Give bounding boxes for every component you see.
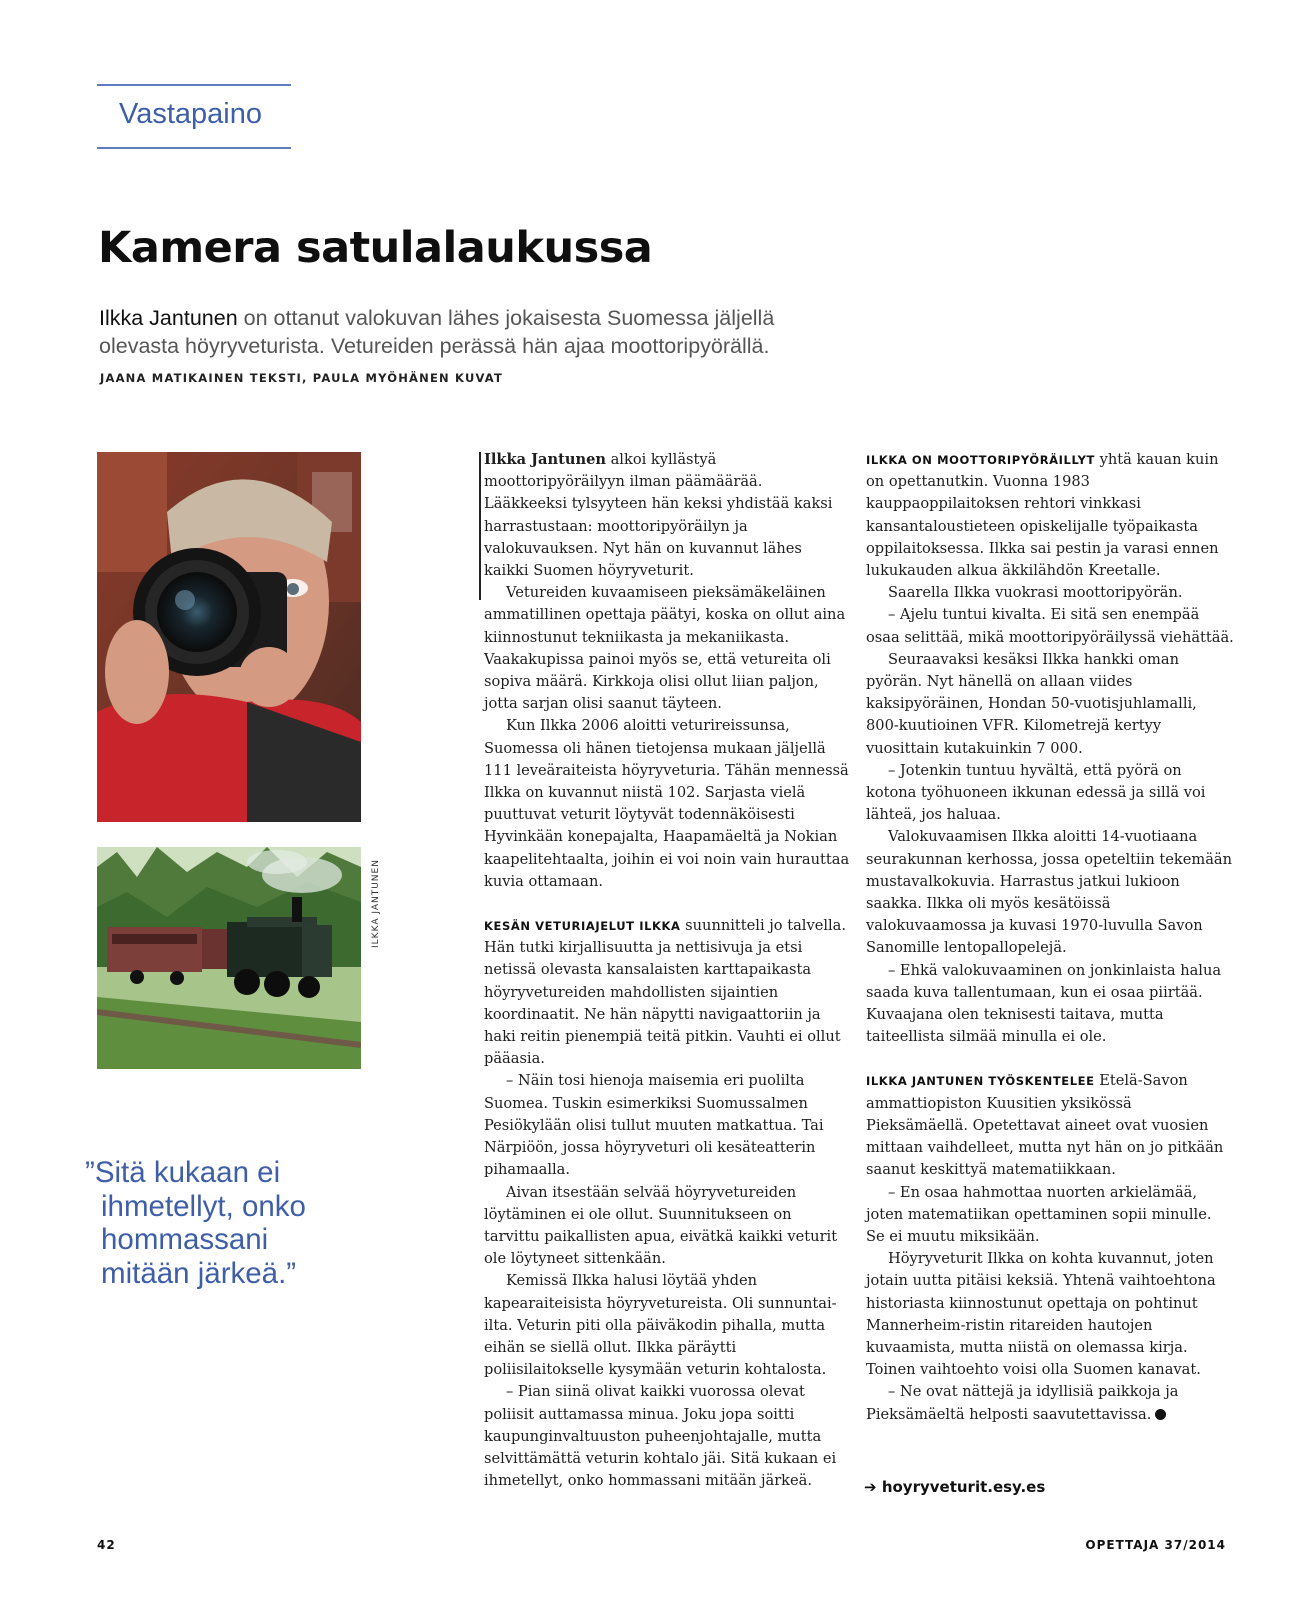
website-link[interactable] [864, 1478, 1045, 1496]
byline: JAANA MATIKAINEN TEKSTI, PAULA MYÖHÄNEN KUVAT [100, 371, 504, 385]
paragraph: Saarella Ilkka vuokrasi moottoripyörän. [888, 584, 1183, 602]
article-lead [99, 304, 839, 360]
page-number: 42 [97, 1538, 116, 1552]
website-link-text: hoyryveturit.esy.es [881, 1478, 1046, 1496]
paragraph: Vetureiden kuvaamiseen pieksämäkeläinen ammatillinen opettaja päätyi, koska on ollut aina kiinnostunut tekniikasta ja mekaniikasta. Vaakakupissa painoi myös se, että vetureita oli sopiva määrä. Kirkkoja olisi ollut liian paljon, jotta sarjan olisi saanut täyteen. [484, 584, 846, 713]
paragraph: ILKKA ON MOOTTORIPYÖRÄILLYT yhtä kauan kuin on opettanutkin. Vuonna 1983 kauppaoppilaitoksen rehtori vinkkasi kansantaloustieteen opiskelijalle työpaikasta oppilaitoksessa. Ilkka sai pestin ja varasi ennen lukukauden alkua äkkilähdön Kreetalle. [866, 451, 1219, 580]
run-in-heading: ILKKA ON MOOTTORIPYÖRÄILLYT [866, 453, 1095, 467]
article-title: Kamera satulalaukussa [98, 223, 653, 273]
section-rule-bottom [97, 147, 291, 149]
paragraph: Höyryveturit Ilkka on kohta kuvannut, joten jotain uutta pitäisi keksiä. Yhtenä vaihtoehtona historiasta kiinnostunut opettaja on pohtinut Mannerheim-ristin ritareiden hautojen kuvaamista, mutta niistä on olemassa kirja. Toinen vaihtoehto voisi olla Suomen kanavat. [866, 1250, 1216, 1379]
paragraph: – En osaa hahmottaa nuorten arkielämää, joten matematiikan opettaminen sopii minulle. Se ei muutu miksikään. [866, 1183, 1212, 1245]
paragraph: Ilkka Jantunen alkoi kyllästyä moottoripyöräilyyn ilman päämäärää. Lääkkeeksi tylsyyteen hän keksi yhdistää kaksi harrastustaan: moottoripyöräilyn ja valokuvauksen. Nyt hän on kuvannut lähes kaikki Suomen höyryveturit. [484, 451, 833, 580]
paragraph: – Ne ovat nättejä ja idyllisiä paikkoja ja Pieksämäeltä helposti saavutettavissa. [866, 1383, 1179, 1423]
paragraph: ILKKA JANTUNEN TYÖSKENTELEE Etelä-Savon ammattiopiston Kuusitien yksikössä Pieksämäellä. Opetettavat aineet ovat vuosien mittaan vaihdelleet, mutta nyt hän on jo pitkään saanut keskittyä matematiikkaan. [866, 1072, 1224, 1179]
arrow-icon: ➔ [864, 1478, 877, 1496]
paragraph: – Pian siinä olivat kaikki vuorossa olevat poliisit auttamassa minua. Joku jopa soitti kaupunginvaltuuston puheenjohtajalle, mutta selvittämättä veturin kohtalo jäi. Sitä kukaan ei ihmetellyt, onko hommassani mitään järkeä. [484, 1383, 837, 1490]
text-column-1 [484, 449, 850, 1492]
section-rule-top [97, 84, 291, 86]
train-photo [97, 847, 361, 1069]
pull-quote-line: ihmetellyt, onko [101, 1189, 306, 1223]
pull-quote-line: mitään järkeä.” [101, 1256, 297, 1290]
paragraph-name: Ilkka Jantunen [484, 451, 606, 468]
paragraph: – Näin tosi hienoja maisemia eri puolilta Suomea. Tuskin esimerkiksi Suomussalmen Pesiökylään olisi tullut muuten matkattua. Tai Närpiöön, jossa höyryveturi oli kesäteatterin pihamaalla. [484, 1072, 824, 1179]
paragraph: Kemissä Ilkka halusi löytää yhden kapearaiteisista höyryvetureista. Oli sunnuntai-ilta. Veturin piti olla päiväkodin pihalla, mutta eihän se siellä ollut. Ilkka päräytti poliisilaitokselle kysymään veturin kohtalosta. [484, 1272, 837, 1379]
photo-credit: ILKKA JANTUNEN [371, 859, 381, 948]
paragraph: Aivan itsestään selvää höyryvetureiden löytäminen ei ole ollut. Suunnitukseen on tarvittu paikallisten apua, eivätkä kaikki veturit ole löytyneet sittenkään. [484, 1183, 838, 1268]
drop-bar [479, 452, 481, 600]
pull-quote [85, 1156, 355, 1290]
lead-text: on ottanut valokuvan lähes jokaisesta Suomessa jäljellä olevasta höyryveturista. Vetureiden perässä hän ajaa moottoripyörällä. [99, 306, 775, 358]
paragraph: Seuraavaksi kesäksi Ilkka hankki oman pyörän. Nyt hänellä on allaan viides kaksipyöräinen, Hondan 50-vuotisjuhlamalli, 800-kuutioinen VFR. Kilometrejä kertyy vuosittain kutakuinkin 7 000. [866, 650, 1197, 757]
pull-quote-line: ”Sitä kukaan ei [85, 1156, 281, 1189]
section-label: Vastapaino [119, 98, 262, 130]
paragraph: – Ajelu tuntui kivalta. Ei sitä sen enempää osaa selittää, mikä moottoripyöräilyssä viehättää. [866, 606, 1234, 646]
paragraph: Valokuvaamisen Ilkka aloitti 14-vuotiaana seurakunnan kerhossa, jossa opeteltiin tekemään mustavalkokuvia. Harrastus jatkui lukioon saakka. Ilkka oli myös kesätöissä valokuvaamossa ja kuvasi 1970-luvulla Savon Sanomille lentopallopelejä. [866, 828, 1232, 957]
lead-name: Ilkka Jantunen [99, 306, 238, 330]
end-mark-icon [1155, 1409, 1166, 1420]
paragraph: – Jotenkin tuntuu hyvältä, että pyörä on kotona työhuoneen ikkunan edessä ja sillä voi lähteä, jos haluaa. [866, 761, 1206, 824]
run-in-heading: KESÄN VETURIAJELUT ILKKA [484, 919, 681, 934]
paragraph: Kun Ilkka 2006 aloitti veturireissunsa, Suomessa oli hänen tietojensa mukaan jäljellä 111 leveäraiteista höyryveturia. Tähän mennessä Ilkka on kuvannut niistä 102. Sarjasta vielä puuttuvat veturit löytyvät todennäköisesti Hyvinkään konepajalta, Haapamäeltä ja Nokian kaapelitehtaalta, joihin ei voi noin vain hurauttaa kuvia ottamaan. [484, 717, 850, 890]
paragraph: – Ehkä valokuvaaminen on jonkinlaista halua saada kuva tallentumaan, kun ei osaa piirtää. Kuvaajana olen teknisesti taitava, mutta taiteellista silmää minulla ei ole. [866, 961, 1222, 1046]
portrait-photo [97, 452, 361, 822]
paragraph: KESÄN VETURIAJELUT ILKKA suunnitteli jo talvella. Hän tutki kirjallisuutta ja nettisivuja ja etsi netissä olevasta kansalaisten karttapaikasta höyryvetureiden mahdollisten sijaintien koordinaatit. Ne hän näpytti navigaattoriin ja haki reitin pienempiä teitä pitkin. Vauhti ei ollut pääasia. [484, 917, 847, 1068]
run-in-heading: ILKKA JANTUNEN TYÖSKENTELEE [866, 1074, 1095, 1089]
magazine-issue: OPETTAJA 37/2014 [1085, 1538, 1226, 1552]
pull-quote-line: hommassani [101, 1223, 269, 1256]
text-column-2 [866, 449, 1234, 1426]
